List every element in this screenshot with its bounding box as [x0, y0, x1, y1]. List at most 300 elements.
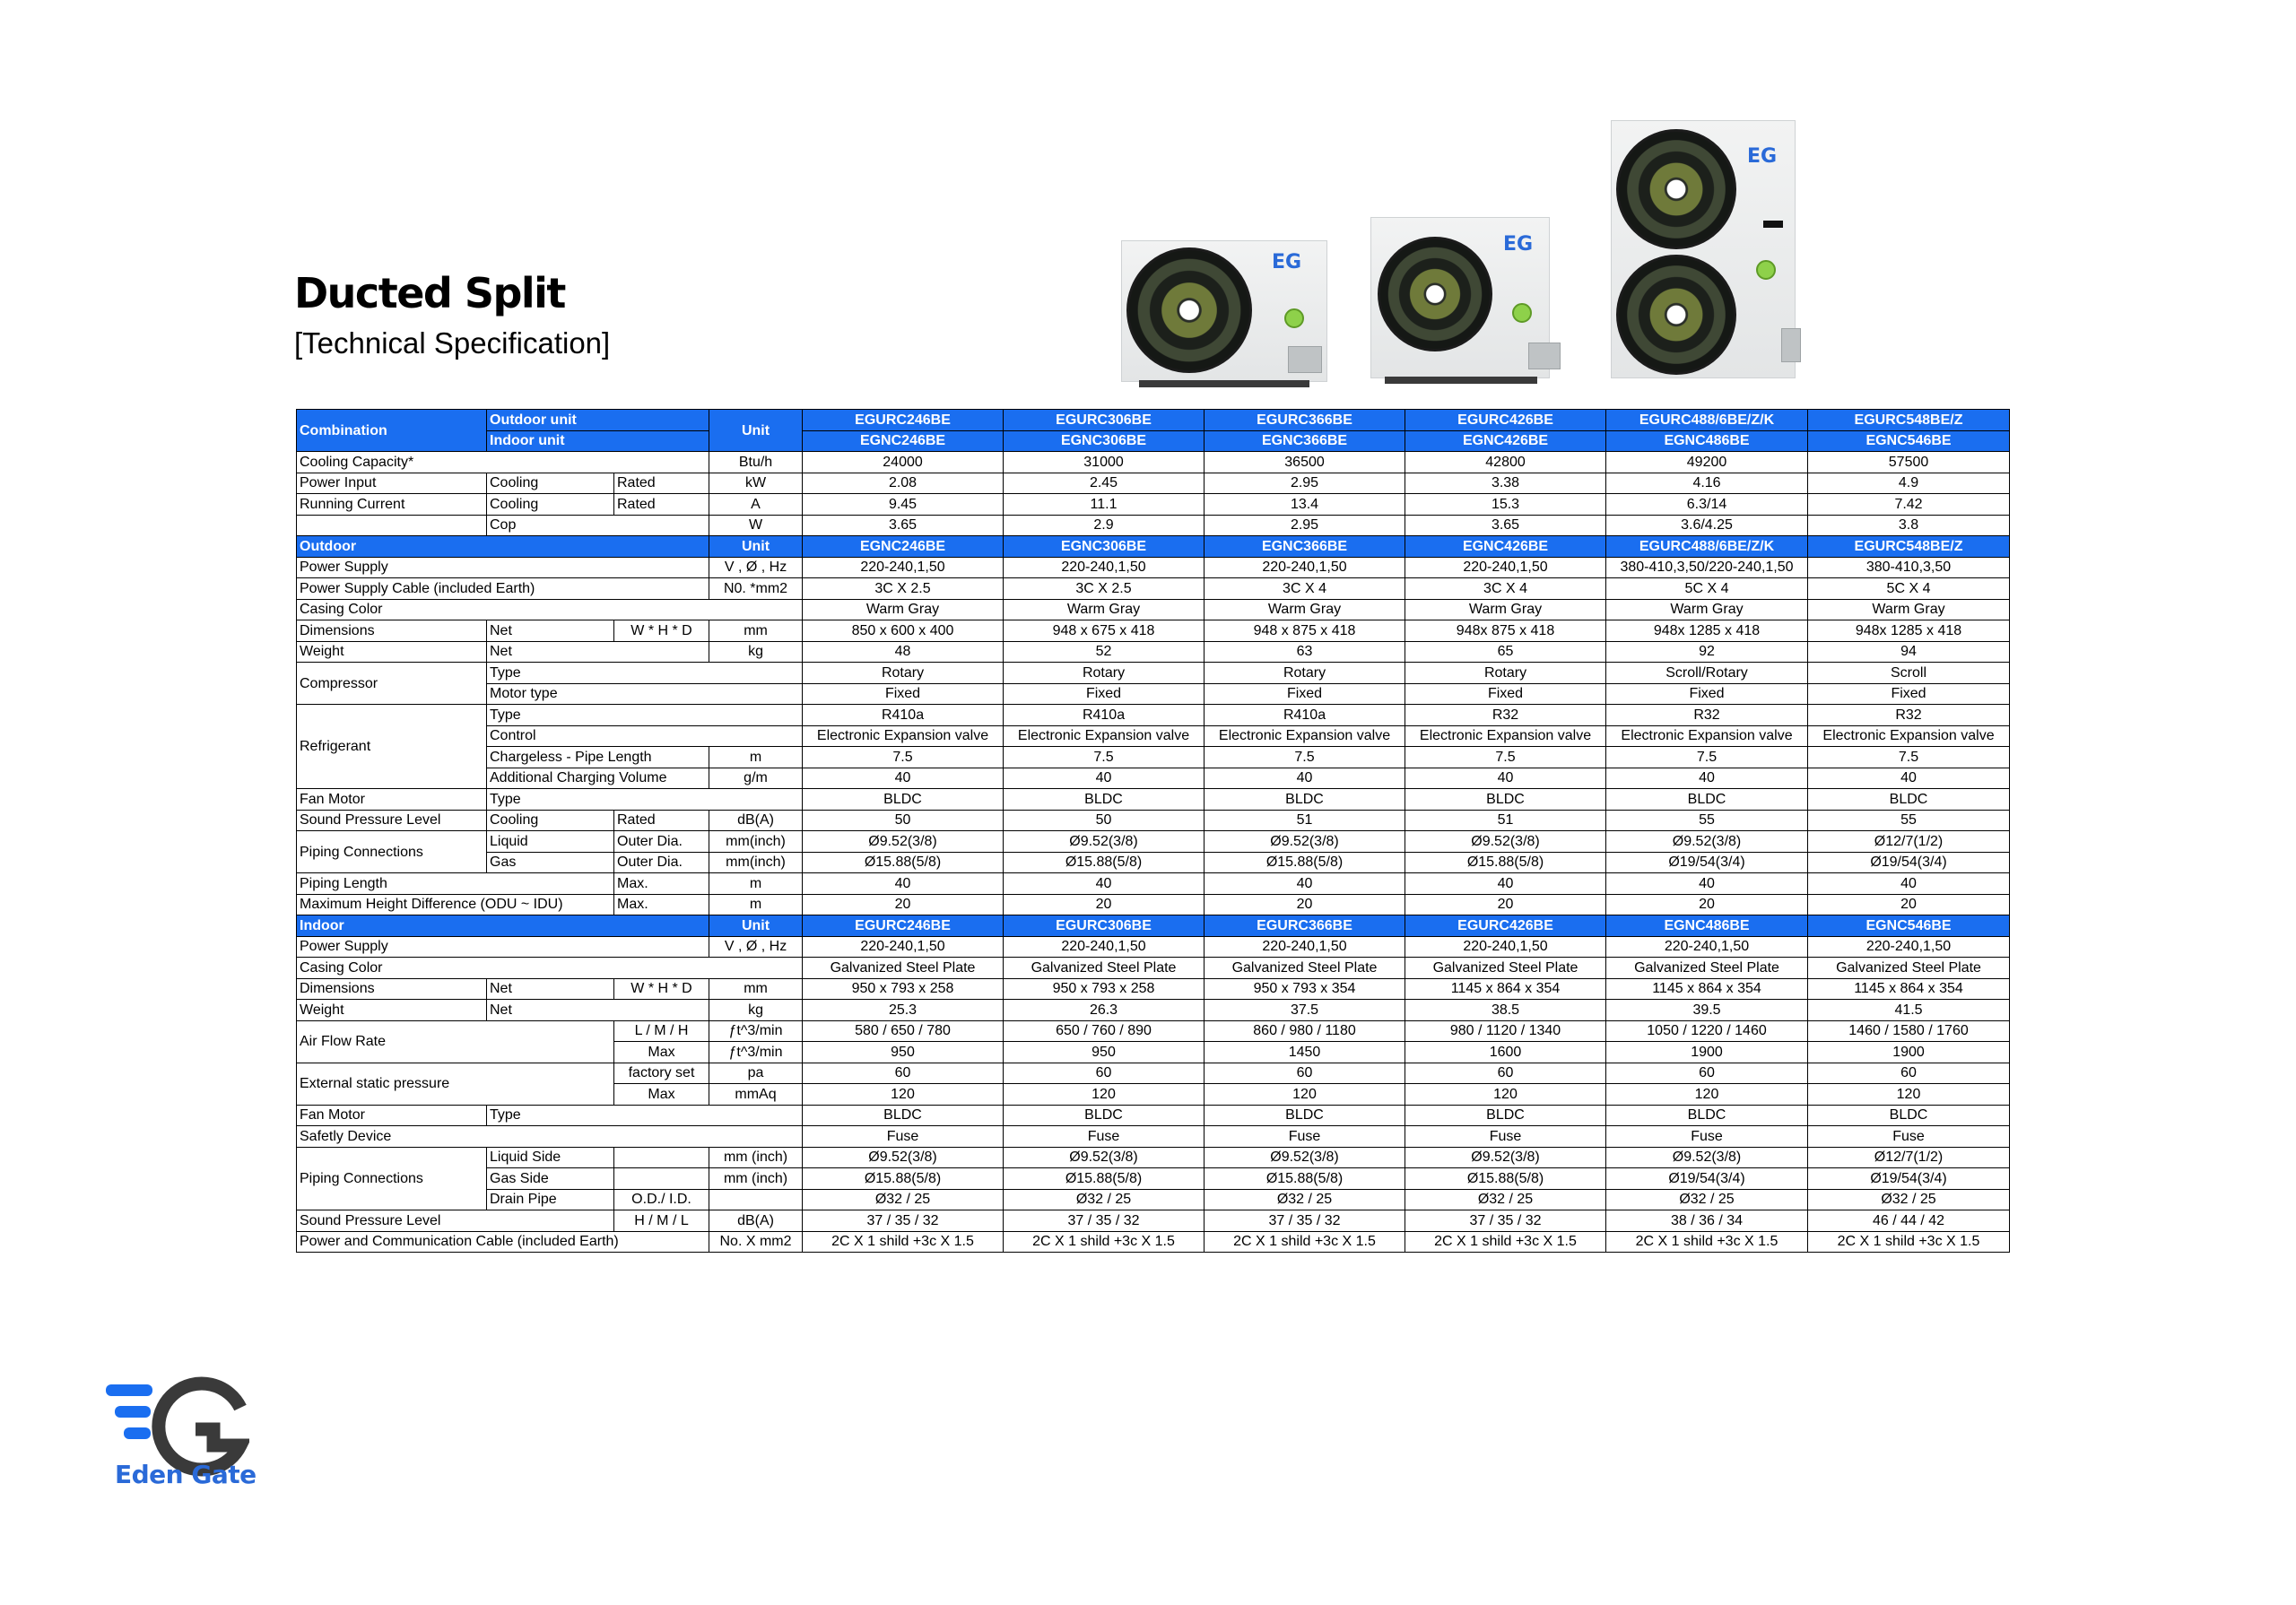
- unit-header: Unit: [709, 536, 803, 558]
- value-cell: 3C X 2.5: [803, 578, 1004, 600]
- value-cell: BLDC: [1205, 789, 1405, 811]
- value-cell: 650 / 760 / 890: [1004, 1020, 1205, 1042]
- row-label: Power Supply: [297, 936, 709, 958]
- unit-header: Unit: [709, 410, 803, 452]
- value-cell: 1900: [1606, 1042, 1808, 1063]
- row-label: Compressor: [297, 663, 487, 705]
- value-cell: 980 / 1120 / 1340: [1405, 1020, 1606, 1042]
- value-cell: Ø15.88(5/8): [1004, 852, 1205, 873]
- value-cell: Ø9.52(3/8): [1004, 1147, 1205, 1168]
- unit-cell: mm (inch): [709, 1168, 803, 1190]
- table-row: [297, 410, 2010, 431]
- value-cell: 2C X 1 shild +3c X 1.5: [1004, 1231, 1205, 1253]
- unit-cell: mm(inch): [709, 852, 803, 873]
- row-label: Maximum Height Difference (ODU ~ IDU): [297, 894, 614, 915]
- unit-cell: No. X mm2: [709, 1231, 803, 1253]
- unit-cell: dB(A): [709, 1210, 803, 1232]
- value-cell: 7.5: [1205, 747, 1405, 768]
- sub-label: Net: [487, 641, 709, 663]
- sub-label: Liquid: [487, 831, 614, 853]
- value-cell: 3.38: [1405, 473, 1606, 494]
- sub-label: Chargeless - Pipe Length: [487, 747, 709, 768]
- value-cell: EGURC366BE: [1205, 915, 1405, 937]
- indoor-section-header: Indoor: [297, 915, 709, 937]
- sub-label: Liquid Side: [487, 1147, 614, 1168]
- value-cell: 38 / 36 / 34: [1606, 1210, 1808, 1232]
- page-subtitle: [Technical Specification]: [294, 326, 611, 360]
- value-cell: EGNC546BE: [1808, 430, 2010, 452]
- value-cell: 48: [803, 641, 1004, 663]
- sub-label: Gas: [487, 852, 614, 873]
- value-cell: 65: [1405, 641, 1606, 663]
- table-row: [297, 894, 2010, 915]
- brand-name: Eden Gate: [115, 1460, 257, 1489]
- value-cell: 26.3: [1004, 1000, 1205, 1021]
- indoor-unit-header: Indoor unit: [487, 430, 709, 452]
- unit-cell: A: [709, 494, 803, 516]
- value-cell: 5C X 4: [1606, 578, 1808, 600]
- value-cell: 4.16: [1606, 473, 1808, 494]
- value-cell: 120: [1808, 1084, 2010, 1106]
- value-cell: Ø32 / 25: [1606, 1189, 1808, 1210]
- sub-label: Type: [487, 789, 803, 811]
- value-cell: 37.5: [1205, 1000, 1405, 1021]
- value-cell: 1145 x 864 x 354: [1808, 978, 2010, 1000]
- value-cell: Warm Gray: [1004, 599, 1205, 620]
- value-cell: EGNC246BE: [803, 430, 1004, 452]
- value-cell: 49200: [1606, 452, 1808, 473]
- sub-label: Additional Charging Volume: [487, 768, 709, 789]
- table-row: [297, 452, 2010, 473]
- value-cell: 60: [1405, 1063, 1606, 1084]
- unit-cell: dB(A): [709, 810, 803, 831]
- value-cell: 40: [1004, 873, 1205, 895]
- value-cell: 40: [1808, 768, 2010, 789]
- value-cell: Galvanized Steel Plate: [1606, 958, 1808, 979]
- value-cell: 380-410,3,50/220-240,1,50: [1606, 557, 1808, 578]
- row-label: Safetly Device: [297, 1126, 803, 1148]
- value-cell: 40: [1004, 768, 1205, 789]
- sub-label: Control: [487, 725, 803, 747]
- value-cell: Electronic Expansion valve: [1004, 725, 1205, 747]
- value-cell: Scroll/Rotary: [1606, 663, 1808, 684]
- table-row: [297, 747, 2010, 768]
- unit-cell: kg: [709, 1000, 803, 1021]
- value-cell: BLDC: [1606, 1105, 1808, 1126]
- sub-label: Motor type: [487, 683, 803, 705]
- table-row: [297, 768, 2010, 789]
- value-cell: Warm Gray: [1405, 599, 1606, 620]
- sub-label: H / M / L: [614, 1210, 709, 1232]
- sub-label: [614, 1168, 709, 1190]
- value-cell: Rotary: [1004, 663, 1205, 684]
- value-cell: 25.3: [803, 1000, 1004, 1021]
- value-cell: 63: [1205, 641, 1405, 663]
- unit-foot: [1385, 377, 1537, 384]
- outdoor-unit-small-image: [1121, 240, 1327, 382]
- value-cell: EGURC246BE: [803, 410, 1004, 431]
- sub-label: Outer Dia.: [614, 831, 709, 853]
- value-cell: 3C X 4: [1405, 578, 1606, 600]
- value-cell: 1600: [1405, 1042, 1606, 1063]
- value-cell: Ø32 / 25: [1405, 1189, 1606, 1210]
- fan-grille-icon: [1126, 247, 1252, 373]
- value-cell: Rotary: [803, 663, 1004, 684]
- value-cell: 3.65: [803, 515, 1004, 536]
- unit-cell: N0. *mm2: [709, 578, 803, 600]
- value-cell: Ø15.88(5/8): [1205, 852, 1405, 873]
- value-cell: 24000: [803, 452, 1004, 473]
- row-label: Cooling Capacity*: [297, 452, 709, 473]
- value-cell: 4.9: [1808, 473, 2010, 494]
- value-cell: Ø12/7(1/2): [1808, 831, 2010, 853]
- table-row: [297, 725, 2010, 747]
- value-cell: R410a: [803, 705, 1004, 726]
- value-cell: 948x 875 x 418: [1405, 620, 1606, 642]
- value-cell: Electronic Expansion valve: [803, 725, 1004, 747]
- value-cell: 60: [1205, 1063, 1405, 1084]
- outdoor-section-header: Outdoor: [297, 536, 709, 558]
- value-cell: 39.5: [1606, 1000, 1808, 1021]
- value-cell: 580 / 650 / 780: [803, 1020, 1004, 1042]
- value-cell: Ø12/7(1/2): [1808, 1147, 2010, 1168]
- sub-label: Rated: [614, 494, 709, 516]
- value-cell: EGURC488/6BE/Z/K: [1606, 536, 1808, 558]
- value-cell: R32: [1606, 705, 1808, 726]
- value-cell: Ø9.52(3/8): [1606, 1147, 1808, 1168]
- value-cell: Scroll: [1808, 663, 2010, 684]
- value-cell: 50: [1004, 810, 1205, 831]
- service-valve-icon: [1288, 346, 1322, 373]
- value-cell: 51: [1205, 810, 1405, 831]
- value-cell: Warm Gray: [1808, 599, 2010, 620]
- value-cell: 1145 x 864 x 354: [1606, 978, 1808, 1000]
- value-cell: Galvanized Steel Plate: [1808, 958, 2010, 979]
- value-cell: EGURC548BE/Z: [1808, 536, 2010, 558]
- value-cell: 60: [1004, 1063, 1205, 1084]
- value-cell: 7.5: [1405, 747, 1606, 768]
- sub-label: Max.: [614, 894, 709, 915]
- value-cell: EGNC246BE: [803, 536, 1004, 558]
- brand-mark-icon: EG: [1272, 251, 1302, 273]
- row-label: Power Supply: [297, 557, 709, 578]
- value-cell: 5C X 4: [1808, 578, 2010, 600]
- outdoor-unit-large-image: [1611, 120, 1796, 378]
- value-cell: 40: [1405, 873, 1606, 895]
- value-cell: 7.5: [803, 747, 1004, 768]
- value-cell: 2.08: [803, 473, 1004, 494]
- value-cell: EGURC246BE: [803, 915, 1004, 937]
- value-cell: Electronic Expansion valve: [1405, 725, 1606, 747]
- value-cell: 57500: [1808, 452, 2010, 473]
- value-cell: Ø32 / 25: [1205, 1189, 1405, 1210]
- table-row: [297, 1105, 2010, 1126]
- brand-mark-icon: EG: [1747, 145, 1778, 168]
- value-cell: 41.5: [1808, 1000, 2010, 1021]
- value-cell: BLDC: [1808, 789, 2010, 811]
- value-cell: 3C X 2.5: [1004, 578, 1205, 600]
- value-cell: BLDC: [1405, 789, 1606, 811]
- status-light-icon: [1284, 308, 1304, 328]
- value-cell: 120: [1205, 1084, 1405, 1106]
- value-cell: Fuse: [1808, 1126, 2010, 1148]
- table-row: [297, 958, 2010, 979]
- table-row: [297, 663, 2010, 684]
- row-label: Casing Color: [297, 958, 803, 979]
- value-cell: 220-240,1,50: [803, 557, 1004, 578]
- sub-label: O.D./ I.D.: [614, 1189, 709, 1210]
- value-cell: 40: [803, 768, 1004, 789]
- row-label: Casing Color: [297, 599, 803, 620]
- table-row: [297, 789, 2010, 811]
- value-cell: 60: [1606, 1063, 1808, 1084]
- value-cell: Galvanized Steel Plate: [1004, 958, 1205, 979]
- value-cell: 42800: [1405, 452, 1606, 473]
- value-cell: 120: [1606, 1084, 1808, 1106]
- table-row: [297, 578, 2010, 600]
- sub-label: Outer Dia.: [614, 852, 709, 873]
- value-cell: Fixed: [1808, 683, 2010, 705]
- value-cell: R32: [1808, 705, 2010, 726]
- row-label: Weight: [297, 641, 487, 663]
- value-cell: 37 / 35 / 32: [1405, 1210, 1606, 1232]
- table-row: [297, 430, 2010, 452]
- value-cell: 7.42: [1808, 494, 2010, 516]
- value-cell: BLDC: [1004, 1105, 1205, 1126]
- value-cell: 20: [1004, 894, 1205, 915]
- value-cell: Ø9.52(3/8): [1606, 831, 1808, 853]
- sub-label: Max: [614, 1042, 709, 1063]
- value-cell: Ø32 / 25: [1004, 1189, 1205, 1210]
- value-cell: 55: [1808, 810, 2010, 831]
- value-cell: 220-240,1,50: [1004, 557, 1205, 578]
- value-cell: 950 x 793 x 258: [1004, 978, 1205, 1000]
- unit-cell: V , Ø , Hz: [709, 557, 803, 578]
- outdoor-unit-medium-image: [1370, 217, 1550, 378]
- value-cell: 850 x 600 x 400: [803, 620, 1004, 642]
- value-cell: 40: [1205, 768, 1405, 789]
- value-cell: 36500: [1205, 452, 1405, 473]
- value-cell: 3.65: [1405, 515, 1606, 536]
- value-cell: 11.1: [1004, 494, 1205, 516]
- value-cell: EGURC426BE: [1405, 915, 1606, 937]
- row-label: Piping Connections: [297, 1147, 487, 1210]
- sub-label: Net: [487, 620, 614, 642]
- table-row: [297, 599, 2010, 620]
- value-cell: Galvanized Steel Plate: [803, 958, 1004, 979]
- row-label: Air Flow Rate: [297, 1020, 614, 1063]
- sub-label: Cooling: [487, 494, 614, 516]
- value-cell: 40: [1205, 873, 1405, 895]
- row-label: Fan Motor: [297, 789, 487, 811]
- value-cell: Fuse: [1004, 1126, 1205, 1148]
- value-cell: Ø9.52(3/8): [1205, 1147, 1405, 1168]
- unit-cell: mmAq: [709, 1084, 803, 1106]
- unit-header: Unit: [709, 915, 803, 937]
- sub-label: W * H * D: [614, 978, 709, 1000]
- status-light-icon: [1512, 303, 1532, 323]
- value-cell: 2.95: [1205, 473, 1405, 494]
- value-cell: BLDC: [1606, 789, 1808, 811]
- row-label: Weight: [297, 1000, 487, 1021]
- table-row: [297, 557, 2010, 578]
- value-cell: Fuse: [1405, 1126, 1606, 1148]
- unit-cell: mm(inch): [709, 831, 803, 853]
- sub-label: Net: [487, 978, 614, 1000]
- value-cell: 1460 / 1580 / 1760: [1808, 1020, 2010, 1042]
- value-cell: Galvanized Steel Plate: [1205, 958, 1405, 979]
- value-cell: 220-240,1,50: [1205, 936, 1405, 958]
- value-cell: EGNC306BE: [1004, 536, 1205, 558]
- value-cell: Ø15.88(5/8): [1004, 1168, 1205, 1190]
- table-row: [297, 936, 2010, 958]
- value-cell: BLDC: [1205, 1105, 1405, 1126]
- row-label: External static pressure: [297, 1063, 614, 1105]
- row-label: Power and Communication Cable (included Earth): [297, 1231, 709, 1253]
- row-label: Piping Connections: [297, 831, 487, 873]
- value-cell: Warm Gray: [1205, 599, 1405, 620]
- unit-cell: Btu/h: [709, 452, 803, 473]
- row-label: Fan Motor: [297, 1105, 487, 1126]
- combination-header: Combination: [297, 410, 487, 452]
- value-cell: EGNC366BE: [1205, 536, 1405, 558]
- value-cell: Electronic Expansion valve: [1808, 725, 2010, 747]
- table-row: [297, 705, 2010, 726]
- value-cell: Ø9.52(3/8): [1205, 831, 1405, 853]
- value-cell: BLDC: [803, 789, 1004, 811]
- unit-cell: g/m: [709, 768, 803, 789]
- fan-grille-icon: [1616, 129, 1736, 249]
- value-cell: EGNC426BE: [1405, 536, 1606, 558]
- value-cell: 2.45: [1004, 473, 1205, 494]
- value-cell: 94: [1808, 641, 2010, 663]
- table-row: [297, 831, 2010, 853]
- table-row: [297, 1063, 2010, 1084]
- row-label: Refrigerant: [297, 705, 487, 789]
- sub-label: factory set: [614, 1063, 709, 1084]
- unit-cell: pa: [709, 1063, 803, 1084]
- row-label: [297, 515, 487, 536]
- table-row: [297, 873, 2010, 895]
- value-cell: Galvanized Steel Plate: [1405, 958, 1606, 979]
- unit-cell: kg: [709, 641, 803, 663]
- value-cell: Electronic Expansion valve: [1205, 725, 1405, 747]
- sub-label: [614, 1147, 709, 1168]
- value-cell: Ø15.88(5/8): [1405, 852, 1606, 873]
- sub-label: Cooling: [487, 473, 614, 494]
- sub-label: L / M / H: [614, 1020, 709, 1042]
- value-cell: BLDC: [1808, 1105, 2010, 1126]
- sub-label: Rated: [614, 473, 709, 494]
- table-row: [297, 1020, 2010, 1042]
- value-cell: 31000: [1004, 452, 1205, 473]
- sub-label: Gas Side: [487, 1168, 614, 1190]
- table-row: [297, 1210, 2010, 1232]
- value-cell: BLDC: [1405, 1105, 1606, 1126]
- value-cell: 948 x 875 x 418: [1205, 620, 1405, 642]
- value-cell: 40: [1405, 768, 1606, 789]
- sub-label: Max: [614, 1084, 709, 1106]
- unit-cell: m: [709, 747, 803, 768]
- value-cell: Fuse: [803, 1126, 1004, 1148]
- table-row: [297, 1168, 2010, 1190]
- value-cell: 3C X 4: [1205, 578, 1405, 600]
- value-cell: Fixed: [1004, 683, 1205, 705]
- service-valve-icon: [1528, 343, 1561, 369]
- value-cell: 220-240,1,50: [1205, 557, 1405, 578]
- value-cell: 950: [803, 1042, 1004, 1063]
- table-row: [297, 1126, 2010, 1148]
- value-cell: 7.5: [1606, 747, 1808, 768]
- value-cell: 950: [1004, 1042, 1205, 1063]
- value-cell: 46 / 44 / 42: [1808, 1210, 2010, 1232]
- row-label: Piping Length: [297, 873, 614, 895]
- value-cell: 40: [1606, 768, 1808, 789]
- value-cell: EGNC486BE: [1606, 915, 1808, 937]
- unit-foot: [1139, 380, 1309, 387]
- value-cell: 220-240,1,50: [1004, 936, 1205, 958]
- value-cell: 60: [803, 1063, 1004, 1084]
- value-cell: 860 / 980 / 1180: [1205, 1020, 1405, 1042]
- sub-label: Max.: [614, 873, 709, 895]
- value-cell: 220-240,1,50: [803, 936, 1004, 958]
- value-cell: 2C X 1 shild +3c X 1.5: [1405, 1231, 1606, 1253]
- table-row: [297, 494, 2010, 516]
- value-cell: BLDC: [803, 1105, 1004, 1126]
- value-cell: 2C X 1 shild +3c X 1.5: [1606, 1231, 1808, 1253]
- value-cell: 40: [803, 873, 1004, 895]
- value-cell: Electronic Expansion valve: [1606, 725, 1808, 747]
- value-cell: 3.6/4.25: [1606, 515, 1808, 536]
- value-cell: Ø9.52(3/8): [1405, 831, 1606, 853]
- value-cell: EGURC306BE: [1004, 915, 1205, 937]
- table-row: [297, 1147, 2010, 1168]
- value-cell: 948 x 675 x 418: [1004, 620, 1205, 642]
- unit-cell: kW: [709, 473, 803, 494]
- spec-table: [296, 409, 2010, 1253]
- unit-cell: W: [709, 515, 803, 536]
- table-row: [297, 810, 2010, 831]
- value-cell: 40: [1606, 873, 1808, 895]
- value-cell: 2C X 1 shild +3c X 1.5: [1808, 1231, 2010, 1253]
- value-cell: 948x 1285 x 418: [1808, 620, 2010, 642]
- unit-cell: m: [709, 894, 803, 915]
- value-cell: 7.5: [1808, 747, 2010, 768]
- value-cell: EGNC366BE: [1205, 430, 1405, 452]
- table-row: [297, 515, 2010, 536]
- value-cell: 55: [1606, 810, 1808, 831]
- value-cell: 2.95: [1205, 515, 1405, 536]
- value-cell: 6.3/14: [1606, 494, 1808, 516]
- value-cell: Fixed: [1205, 683, 1405, 705]
- value-cell: Ø19/54(3/4): [1808, 1168, 2010, 1190]
- table-row: [297, 641, 2010, 663]
- table-row: [297, 978, 2010, 1000]
- value-cell: EGURC306BE: [1004, 410, 1205, 431]
- value-cell: Rotary: [1405, 663, 1606, 684]
- value-cell: 20: [1405, 894, 1606, 915]
- value-cell: 9.45: [803, 494, 1004, 516]
- table-row: [297, 1189, 2010, 1210]
- table-row: [297, 473, 2010, 494]
- table-row: [297, 852, 2010, 873]
- value-cell: EGURC426BE: [1405, 410, 1606, 431]
- value-cell: 20: [1808, 894, 2010, 915]
- value-cell: 38.5: [1405, 1000, 1606, 1021]
- value-cell: Ø9.52(3/8): [1004, 831, 1205, 853]
- sub-label: Net: [487, 1000, 709, 1021]
- value-cell: 20: [803, 894, 1004, 915]
